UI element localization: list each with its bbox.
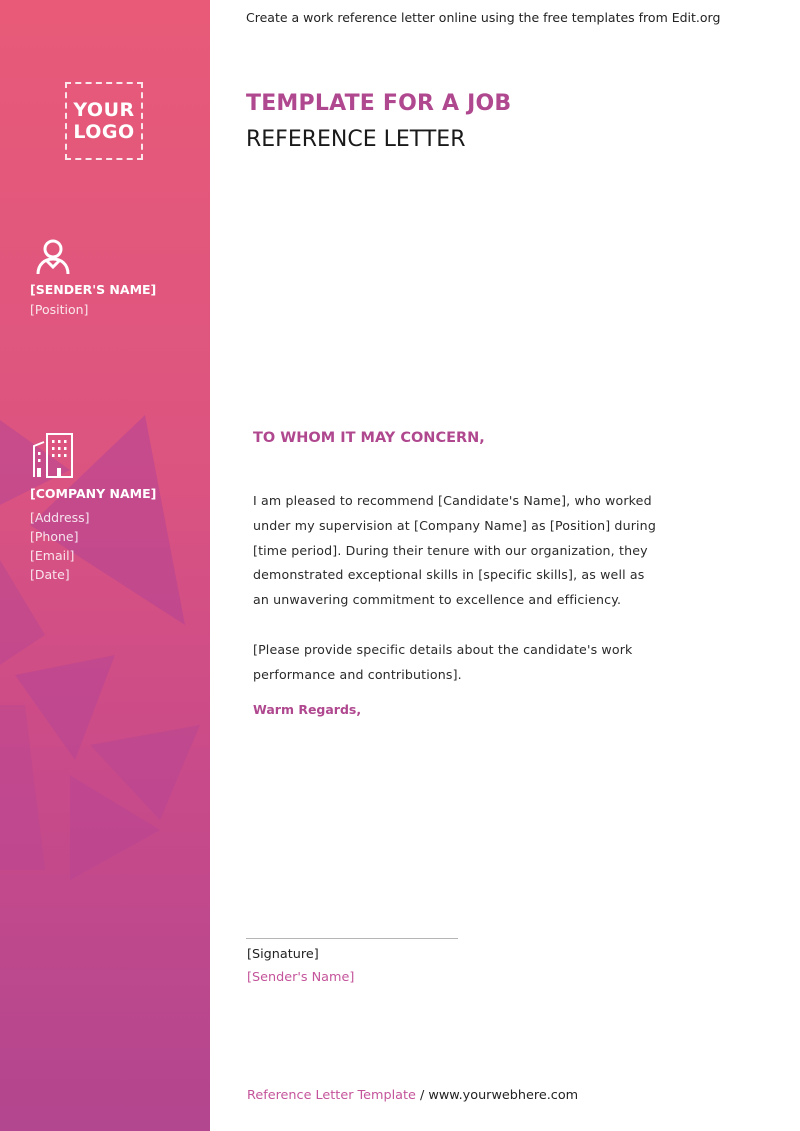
- logo-line1: YOUR: [73, 99, 135, 121]
- text-line: performance and contributions].: [253, 666, 462, 682]
- signature-label: [Signature]: [247, 947, 319, 962]
- text-line: an unwavering commitment to excellence and efficiency.: [253, 592, 622, 608]
- letter-closing: Warm Regards,: [253, 702, 362, 717]
- user-icon: [35, 238, 71, 276]
- footer: [247, 1088, 578, 1103]
- text-line: demonstrated exceptional skills in [specific skills], as well as: [253, 567, 645, 583]
- footer-separator: /: [415, 1088, 429, 1103]
- page-title-line2: REFERENCE LETTER: [246, 127, 466, 152]
- footer-website-link[interactable]: www.yourwebhere.com: [428, 1088, 579, 1103]
- building-icon: [32, 432, 76, 478]
- company-phone: [Phone]: [30, 529, 79, 544]
- sender-name: [SENDER'S NAME]: [30, 282, 157, 297]
- logo-line2: LOGO: [73, 121, 135, 143]
- company-address: [Address]: [30, 510, 90, 525]
- page-title-line1: TEMPLATE FOR A JOB: [246, 91, 512, 116]
- text-line: [time period]. During their tenure with our organization, they: [253, 542, 648, 558]
- signature-line: [246, 938, 458, 939]
- letter-greeting: TO WHOM IT MAY CONCERN,: [253, 430, 485, 446]
- letter-paragraph-2: [253, 638, 663, 688]
- sidebar: [0, 0, 210, 1131]
- sender-position: [Position]: [30, 302, 89, 317]
- text-line: under my supervision at [Company Name] as [Position] during: [253, 517, 656, 533]
- company-email: [Email]: [30, 548, 75, 563]
- signature-sender-name: [Sender's Name]: [247, 970, 355, 985]
- company-name: [COMPANY NAME]: [30, 486, 157, 501]
- company-date: [Date]: [30, 567, 70, 582]
- logo-placeholder[interactable]: [65, 82, 143, 160]
- text-line: [Please provide specific details about the candidate's work: [253, 642, 633, 657]
- text-line: I am pleased to recommend [Candidate's Name], who worked: [253, 493, 652, 508]
- letter-paragraph-1: [253, 489, 663, 613]
- top-note: Create a work reference letter online using the free templates from Edit.org: [246, 10, 721, 25]
- footer-label: Reference Letter Template: [247, 1088, 416, 1103]
